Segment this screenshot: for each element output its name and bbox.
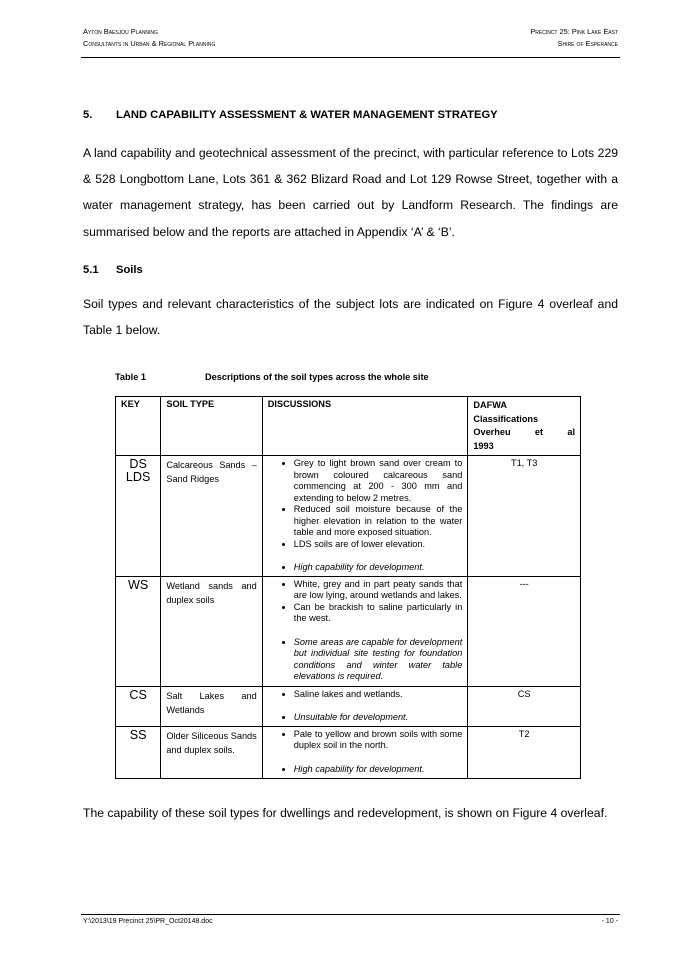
header-dafwa-line: DAFWA <box>473 400 507 410</box>
table-row <box>116 576 581 686</box>
section-5-1-number: 5.1 <box>83 264 99 276</box>
key-text: LDS <box>125 470 151 484</box>
section-5-title: LAND CAPABILITY ASSESSMENT & WATER MANAGEMENT STRATEGY <box>116 109 498 121</box>
discussion-point: • Reduced soil moisture because of the higher elevation in relation to the water table and more exposed situation. <box>294 504 463 539</box>
section-5-1-paragraph: Soil types and relevant characteristics of the subject lots are indicated on Figure 4 overleaf and Table 1 below. <box>83 297 618 338</box>
discussion-point: • White, grey and in part peaty sands that are low lying, around wetlands and lakes. <box>294 579 463 602</box>
row-key <box>116 456 161 577</box>
row-soil-type: Wetland sands and duplex soils <box>161 576 262 686</box>
row-discussions <box>262 576 468 686</box>
closing-paragraph: The capability of these soil types for dwellings and redevelopment, is shown on Figure 4 overleaf. <box>83 806 608 820</box>
row-key: SS <box>116 726 161 778</box>
header-left <box>83 26 215 50</box>
table-row <box>116 726 581 778</box>
discussion-point: • LDS soils are of lower elevation. <box>294 539 463 551</box>
table-header-row <box>116 397 581 456</box>
footer-divider <box>81 914 620 915</box>
row-soil-type: Salt Lakes and Wetlands <box>161 686 262 726</box>
row-soil-type: Older Siliceous Sands and duplex soils. <box>161 726 262 778</box>
discussion-point: • Saline lakes and wetlands. <box>294 689 463 701</box>
key-text: DS <box>129 457 147 471</box>
footer-file-path: Y:\2013\19 Precinct 25\PR_Oct20148.doc <box>83 918 213 925</box>
firm-tagline: Consultants in Urban & Regional Planning <box>83 39 216 48</box>
header-dafwa <box>468 397 581 456</box>
section-5-1-heading <box>83 264 143 276</box>
row-dafwa: T1, T3 <box>468 456 581 577</box>
discussion-point: • High capability for development. <box>294 562 463 574</box>
project-name: Precinct 25: Pink Lake East <box>530 27 618 36</box>
discussion-point: • Grey to light brown sand over cream to brown coloured calcareous sand commencing at 200 - 300 mm and extending to below 2 metres. <box>294 458 463 504</box>
header-discussions: DISCUSSIONS <box>262 397 468 456</box>
row-dafwa: CS <box>468 686 581 726</box>
header-dafwa-line: Classifications <box>473 413 539 424</box>
row-dafwa: T2 <box>468 726 581 778</box>
row-key: WS <box>116 576 161 686</box>
row-soil-type: Calcareous Sands – Sand Ridges <box>161 456 262 577</box>
header-key: KEY <box>116 397 161 456</box>
row-discussions <box>262 686 468 726</box>
discussion-point: • Pale to yellow and brown soils with some duplex soil in the north. <box>294 729 463 752</box>
discussion-point: • Some areas are capable for development but individual site testing for foundation conditions and winter water table elevations is required. <box>294 637 463 683</box>
discussion-point: • Can be brackish to saline particularly in the west. <box>294 602 463 625</box>
discussion-point: • Unsuitable for development. <box>294 712 463 724</box>
header-divider <box>81 57 620 58</box>
header-soil-type: SOIL TYPE <box>161 397 262 456</box>
row-key: CS <box>116 686 161 726</box>
soil-types-table <box>115 396 581 779</box>
table-label: Table 1 <box>115 372 146 382</box>
header-dafwa-line: Overheu et al <box>473 427 575 437</box>
header-right <box>530 26 618 50</box>
row-dafwa: --- <box>468 576 581 686</box>
table-row <box>116 686 581 726</box>
table-caption: Descriptions of the soil types across the whole site <box>205 372 429 382</box>
table-row <box>116 456 581 577</box>
row-discussions <box>262 726 468 778</box>
discussion-point: • High capability for development. <box>294 764 463 776</box>
section-5-paragraph: A land capability and geotechnical assessment of the precinct, with particular reference to Lots 229 & 528 Longbottom Lane, Lots 361 & 362 Blizard Road and Lot 129 Rowse Street, together with a water management strategy, has been carried out by Landform Research. The findings are summarised below and the reports are attached in Appendix ‘A’ & ‘B’. <box>83 146 618 239</box>
section-5-heading <box>83 109 498 121</box>
header-dafwa-line: 1993 <box>473 440 494 451</box>
section-5-number: 5. <box>83 109 93 121</box>
firm-name: Ayton Baesjou Planning <box>83 27 158 36</box>
footer-page-number: - 10 - <box>601 918 618 925</box>
section-5-1-title: Soils <box>116 264 143 276</box>
shire-name: Shire of Esperance <box>557 39 618 48</box>
row-discussions <box>262 456 468 577</box>
